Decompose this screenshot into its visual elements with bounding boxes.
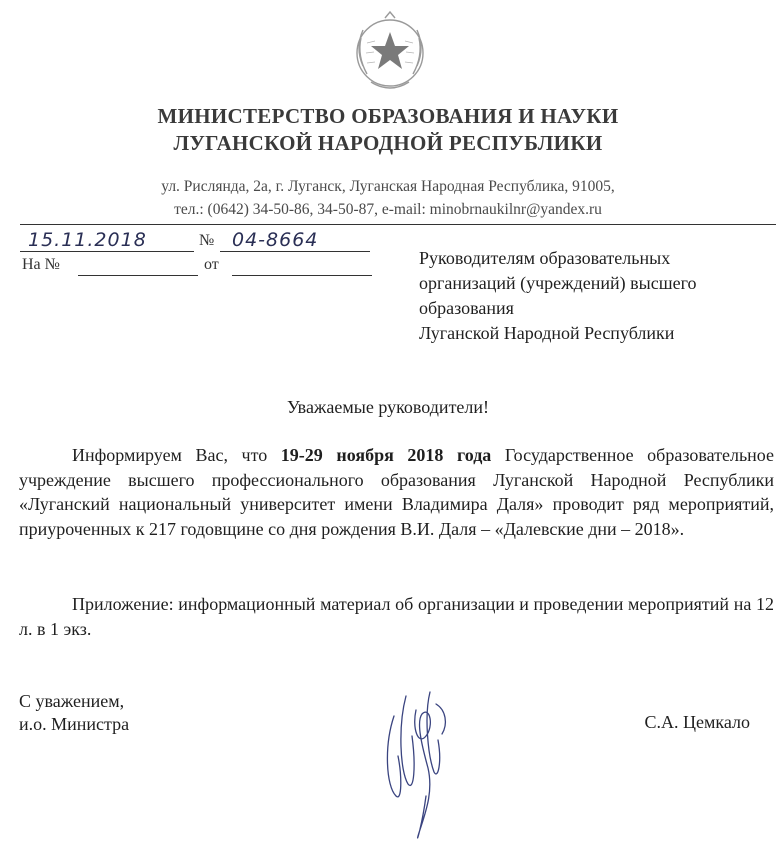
main-paragraph-rest: Государственное образовательное учреждение высшего профессионального образования Луганской Народной Республики «Луганский национальный университет имени Владимира Даля» проводит ряд мероприятий, приуроченных к 217 годовщине со дня рождения В.И. Даля – «Далевские дни – 2018». (19, 445, 774, 539)
handwritten-signature-icon (372, 676, 462, 851)
date-underline (20, 251, 194, 252)
main-paragraph (19, 443, 774, 541)
reply-date-underline (232, 275, 372, 276)
closing-phrase: С уважением, (19, 691, 125, 711)
addressee-line: организаций (учреждений) высшего (419, 273, 697, 293)
lnr-emblem-icon (345, 8, 435, 98)
addressee-line: Луганской Народной Республики (419, 323, 675, 343)
outgoing-number: 04-8664 (232, 229, 319, 251)
signer-name: С.А. Цемкало (644, 712, 750, 732)
main-paragraph-start: Информируем Вас, что (72, 445, 281, 465)
attachment-note: Приложение: информационный материал об организации и проведении мероприятий на 12 л. в 1 экз. (19, 594, 774, 639)
addressee-block (419, 246, 769, 346)
ministry-title-line2: ЛУГАНСКОЙ НАРОДНОЙ РЕСПУБЛИКИ (173, 131, 603, 155)
ministry-contacts: тел.: (0642) 34-50-86, 34-50-87, e-mail: minobrnaukilnr@yandex.ru (174, 201, 602, 218)
signer-position: и.о. Министра (19, 714, 130, 734)
ministry-address: ул. Рисляндa, 2а, г. Луганск, Луганская Народная Республика, 91005, (161, 178, 615, 195)
header-divider (20, 224, 776, 225)
reply-number-underline (78, 275, 198, 276)
reply-number-label: На № (22, 256, 60, 273)
addressee-line: Руководителям образовательных (419, 248, 671, 268)
addressee-line: образования (419, 298, 514, 318)
ministry-title-line1: МИНИСТЕРСТВО ОБРАЗОВАНИЯ И НАУКИ (157, 104, 619, 128)
greeting: Уважаемые руководители! (286, 397, 490, 417)
number-underline (220, 251, 370, 252)
event-dates: 19-29 ноября 2018 года (280, 445, 492, 465)
reply-from-label: от (204, 256, 219, 273)
outgoing-date: 15.11.2018 (28, 229, 147, 251)
number-label: № (199, 232, 215, 249)
